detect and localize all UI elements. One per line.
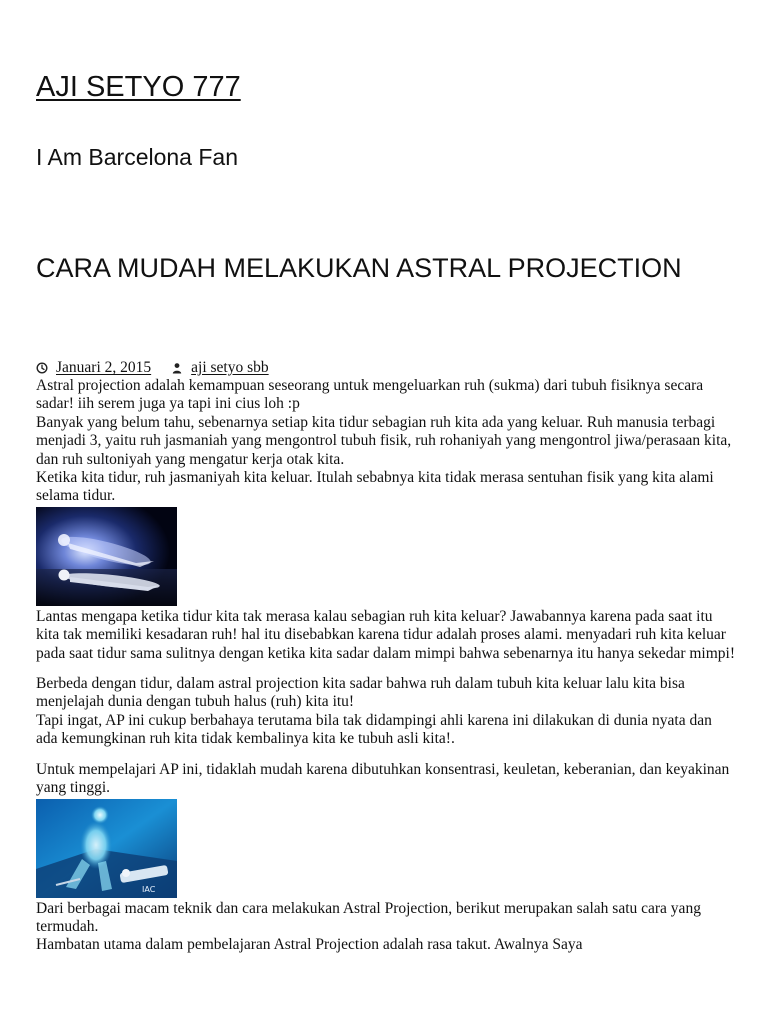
- paragraph: Berbeda dengan tidur, dalam astral projection kita sadar bahwa ruh dalam tubuh kita keluar lalu kita bisa menjelajah dunia dengan tubuh halus (ruh) kita itu!: [36, 675, 685, 711]
- post-content: [36, 377, 736, 955]
- post-title: CARA MUDAH MELAKUKAN ASTRAL PROJECTION: [36, 253, 682, 283]
- paragraph: Astral projection adalah kemampuan seseorang untuk mengeluarkan ruh (sukma) dari tubuh fisiknya secara sadar! iih serem juga ya tapi ini cius loh :p: [36, 377, 704, 413]
- paragraph: Untuk mempelajari AP ini, tidaklah mudah karena dibutuhkan konsentrasi, keuletan, keberanian, dan keyakinan yang tinggi.: [36, 760, 730, 797]
- post-meta: [36, 359, 269, 377]
- site-title-link[interactable]: AJI SETYO 777: [36, 71, 241, 103]
- paragraph: Banyak yang belum tahu, sebenarnya setiap kita tidur sebagian ruh kita ada yang keluar. Ruh manusia terbagi menjadi 3, yaitu ruh jasmaniah yang mengontrol tubuh fisik, ruh rohaniyah yang mengontrol jiwa/perasaan kita, dan ruh sultoniyah yang mengatur kerja otak kita.: [36, 413, 732, 468]
- paragraph: Dari berbagai macam teknik dan cara melakukan Astral Projection, berikut merupakan salah satu cara yang termudah.: [36, 899, 701, 935]
- paragraph: Tapi ingat, AP ini cukup berbahaya terutama bila tak didampingi ahli karena ini dilakukan di dunia nyata dan ada kemungkinan ruh kita tidak kembalinya kita ke tubuh asli kita!.: [36, 711, 712, 748]
- astral-projection-image-2: [36, 799, 177, 898]
- astral-projection-image-1: [36, 507, 177, 606]
- post-author-link[interactable]: aji setyo sbb: [191, 359, 269, 376]
- paragraph: Ketika kita tidur, ruh jasmaniyah kita keluar. Itulah sebabnya kita tidak merasa sentuhan fisik yang kita alami selama tidur.: [36, 469, 714, 505]
- person-icon: [171, 362, 183, 374]
- paragraph: Hambatan utama dalam pembelajaran Astral Projection adalah rasa takut. Awalnya Saya: [36, 936, 583, 954]
- clock-icon: [36, 362, 48, 374]
- paragraph: Lantas mengapa ketika tidur kita tak merasa kalau sebagian ruh kita keluar? Jawabannya karena pada saat itu kita tak memiliki kesadaran ruh! hal itu disebabkan karena tidur adalah proses alami. menyadari ruh kita keluar pada saat tidur sama sulitnya dengan ketika kita sadar dalam mimpi bahwa sebenarnya itu hanya sekedar mimpi!: [36, 607, 735, 662]
- post-date-link[interactable]: Januari 2, 2015: [56, 359, 152, 376]
- image-watermark: IAC: [142, 884, 156, 894]
- site-description: I Am Barcelona Fan: [36, 144, 238, 170]
